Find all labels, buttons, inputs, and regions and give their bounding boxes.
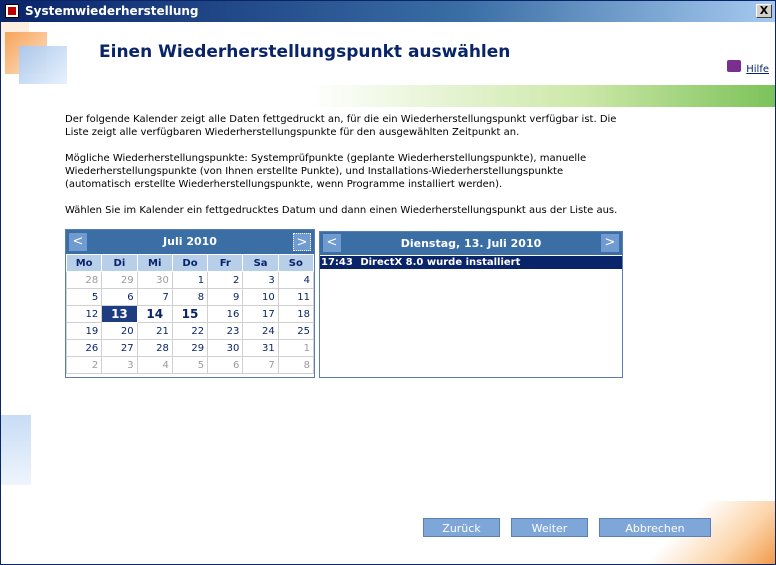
intro-text [65, 113, 625, 230]
restore-point-list [319, 231, 623, 378]
calendar-day-selected[interactable]: 13 [102, 306, 137, 323]
calendar-next-month-button[interactable]: > [293, 233, 311, 251]
help-link[interactable]: Hilfe [746, 64, 769, 75]
next-button[interactable]: Weiter [511, 518, 588, 537]
calendar-day[interactable]: 6 [208, 357, 243, 374]
list-header [320, 232, 622, 255]
intro-paragraph-1: Der folgende Kalender zeigt alle Daten fettgedruckt an, für die ein Wiederherstellungspunkt verfügbar ist. Die Liste zeigt alle verfügbaren Wiederherstellungspunkte für den ausgewählten Zeitpunkt an. [65, 114, 617, 138]
calendar-grid [66, 254, 314, 374]
system-restore-icon [5, 4, 19, 18]
calendar-day[interactable]: 12 [67, 306, 102, 323]
calendar-day-restore-point[interactable]: 15 [172, 306, 207, 323]
calendar-day[interactable]: 5 [67, 289, 102, 306]
calendar-day[interactable]: 3 [243, 272, 278, 289]
calendar-week-row [67, 357, 314, 374]
calendar-day[interactable]: 22 [172, 323, 207, 340]
calendar-day[interactable]: 28 [67, 272, 102, 289]
calendar-day[interactable]: 7 [243, 357, 278, 374]
cancel-button[interactable]: Abbrechen [599, 518, 711, 537]
header-gradient-band [1, 85, 775, 107]
calendar-day[interactable]: 3 [102, 357, 137, 374]
calendar-day[interactable]: 30 [208, 340, 243, 357]
left-decoration [1, 415, 31, 485]
wizard-header [1, 22, 775, 85]
calendar-day[interactable]: 29 [102, 272, 137, 289]
calendar-day[interactable]: 19 [67, 323, 102, 340]
close-button[interactable]: X [756, 4, 772, 18]
weekday-mo: Mo [67, 255, 102, 272]
calendar-day[interactable]: 25 [278, 323, 313, 340]
calendar-day[interactable]: 2 [67, 357, 102, 374]
calendar-day[interactable]: 11 [278, 289, 313, 306]
calendar-day[interactable]: 1 [172, 272, 207, 289]
intro-paragraph-2: Mögliche Wiederherstellungspunkte: Systemprüfpunkte (geplante Wiederherstellungspunkte), manuelle Wiederherstellungspunkte (von Ihnen erstellte Punkte), und Installations-Wiederherstellungspunkte (automatisch erstellte Wiederherstellungspunkte, wenn Programme installiert werden). [65, 153, 587, 190]
calendar-day[interactable]: 21 [137, 323, 172, 340]
calendar-day[interactable]: 16 [208, 306, 243, 323]
weekday-di: Di [102, 255, 137, 272]
restore-point-description: DirectX 8.0 wurde installiert [360, 257, 521, 268]
weekday-so: So [278, 255, 313, 272]
calendar-day[interactable]: 8 [172, 289, 207, 306]
calendar-day[interactable]: 20 [102, 323, 137, 340]
calendar-day[interactable]: 4 [137, 357, 172, 374]
calendar-month-title: Juli 2010 [163, 235, 217, 248]
title-bar [1, 1, 775, 22]
calendar-day[interactable]: 17 [243, 306, 278, 323]
weekday-header-row [67, 255, 314, 272]
list-next-day-button[interactable]: > [601, 234, 619, 252]
calendar-header [66, 230, 314, 254]
header-decoration-blue [19, 46, 67, 84]
back-button[interactable]: Zurück [423, 518, 500, 537]
help-book-icon[interactable] [727, 60, 741, 72]
list-prev-day-button[interactable]: < [323, 234, 341, 252]
intro-paragraph-3: Wählen Sie im Kalender ein fettgedrucktes Datum und dann einen Wiederherstellungspunkt aus der Liste aus. [65, 205, 618, 216]
list-selected-date: Dienstag, 13. Juli 2010 [400, 237, 542, 250]
calendar-day[interactable]: 2 [208, 272, 243, 289]
calendar-day[interactable]: 1 [278, 340, 313, 357]
calendar-day[interactable]: 7 [137, 289, 172, 306]
calendar-week-row [67, 323, 314, 340]
calendar-day[interactable]: 31 [243, 340, 278, 357]
calendar-week-row [67, 289, 314, 306]
calendar-week-row [67, 272, 314, 289]
weekday-sa: Sa [243, 255, 278, 272]
weekday-mi: Mi [137, 255, 172, 272]
restore-point-item[interactable] [320, 256, 622, 269]
calendar-week-row [67, 340, 314, 357]
calendar-day[interactable]: 4 [278, 272, 313, 289]
weekday-do: Do [172, 255, 207, 272]
calendar-day[interactable]: 6 [102, 289, 137, 306]
calendar-day[interactable]: 26 [67, 340, 102, 357]
window-title: Systemwiederherstellung [25, 4, 199, 18]
calendar-day[interactable]: 5 [172, 357, 207, 374]
calendar-day[interactable]: 23 [208, 323, 243, 340]
calendar-day[interactable]: 28 [137, 340, 172, 357]
calendar-day[interactable]: 29 [172, 340, 207, 357]
calendar-week-row [67, 306, 314, 323]
calendar-day[interactable]: 8 [278, 357, 313, 374]
calendar-day[interactable]: 24 [243, 323, 278, 340]
calendar-day[interactable]: 30 [137, 272, 172, 289]
calendar-prev-month-button[interactable]: < [69, 233, 87, 251]
page-title: Einen Wiederherstellungspunkt auswählen [99, 42, 511, 62]
calendar-day-restore-point[interactable]: 14 [137, 306, 172, 323]
calendar-day[interactable]: 18 [278, 306, 313, 323]
restore-point-time: 17:43 [321, 257, 353, 268]
calendar-day[interactable]: 9 [208, 289, 243, 306]
calendar-day[interactable]: 27 [102, 340, 137, 357]
calendar-day[interactable]: 10 [243, 289, 278, 306]
restore-calendar [65, 229, 315, 378]
weekday-fr: Fr [208, 255, 243, 272]
